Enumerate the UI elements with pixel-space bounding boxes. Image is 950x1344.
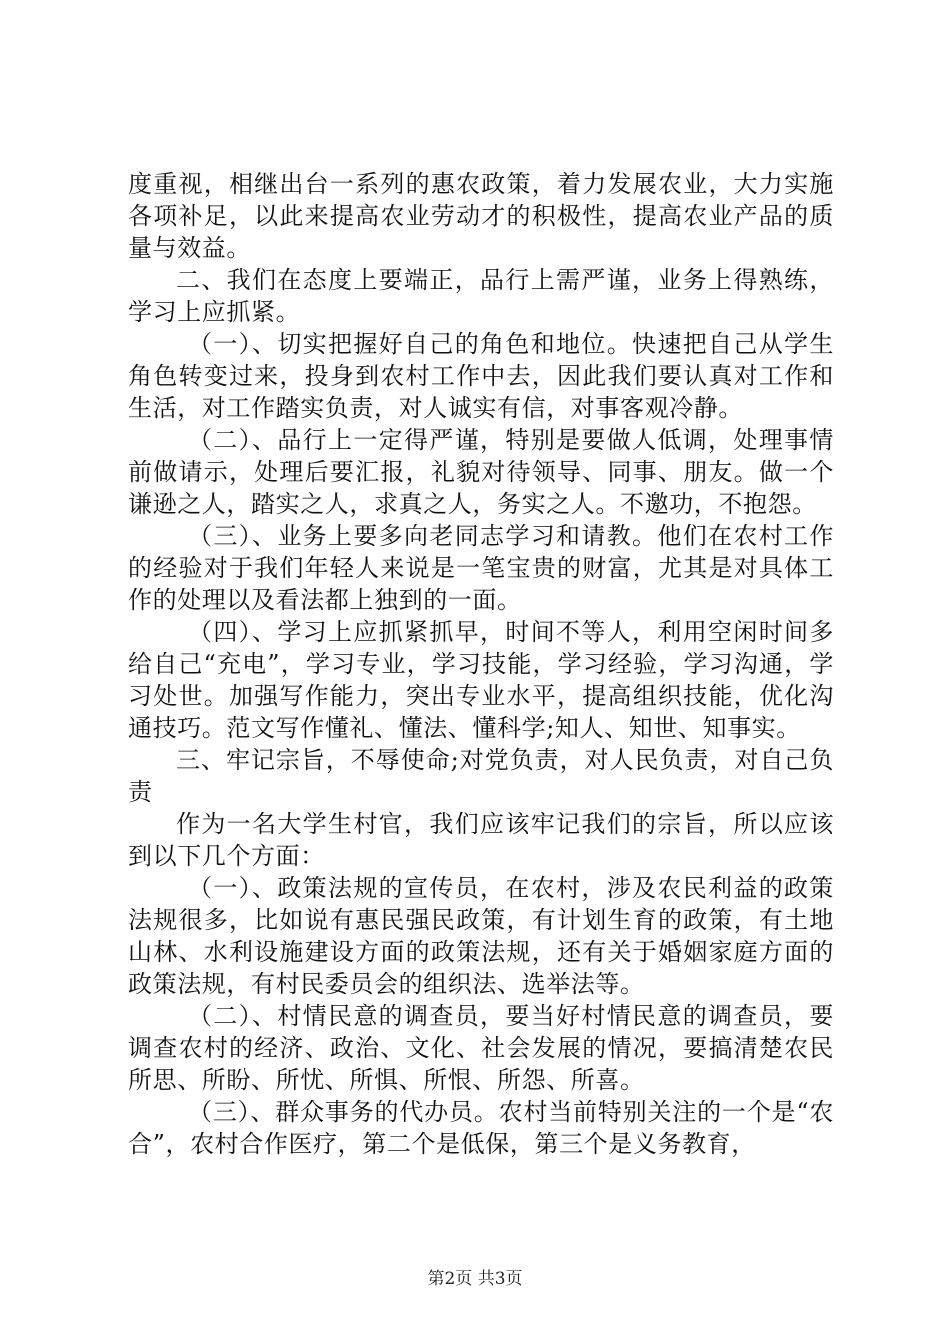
paragraph-intro: 作为一名大学生村官，我们应该牢记我们的宗旨，所以应该到以下几个方面： <box>128 810 834 870</box>
paragraph-section-two-heading: 二、我们在态度上要端正，品行上需严谨，业务上得熟练，学习上应抓紧。 <box>128 266 834 326</box>
paragraph-item-business: （三）、业务上要多向老同志学习和请教。他们在农村工作的经验对于我们年轻人来说是一笔宝贵的财富，尤其是对具体工作的处理以及看法都上独到的一面。 <box>128 522 834 614</box>
paragraph-item-conduct: （二）、品行上一定得严谨，特别是要做人低调，处理事情前做请示，处理后要汇报，礼貌对待领导、同事、朋友。做一个谦逊之人，踏实之人，求真之人，务实之人。不邀功，不抱怨。 <box>128 426 834 518</box>
page-number-footer: 第2页 共3页 <box>427 1269 523 1289</box>
paragraph-section-three-heading: 三、牢记宗旨，不辱使命;对党负责，对人民负责，对自己负责 <box>128 746 834 806</box>
paragraph-continuation: 度重视，相继出台一系列的惠农政策，着力发展农业，大力实施各项补足，以此来提高农业劳动才的积极性，提高农业产品的质量与效益。 <box>128 170 834 262</box>
paragraph-item-role: （一）、切实把握好自己的角色和地位。快速把自己从学生角色转变过来，投身到农村工作中去，因此我们要认真对工作和生活，对工作踏实负责，对人诚实有信，对事客观冷静。 <box>128 330 834 422</box>
paragraph-item-affairs: （三）、群众事务的代办员。农村当前特别关注的一个是“农合”，农村合作医疗，第二个是低保，第三个是义务教育， <box>128 1098 834 1158</box>
document-body <box>128 168 834 1160</box>
paragraph-item-study: （四）、学习上应抓紧抓早，时间不等人，利用空闲时间多给自己“充电”，学习专业，学习技能，学习经验，学习沟通，学习处世。加强写作能力，突出专业水平，提高组织技能，优化沟通技巧。范文写作懂礼、懂法、懂科学;知人、知世、知事实。 <box>128 618 834 742</box>
paragraph-item-policy: （一）、政策法规的宣传员，在农村，涉及农民利益的政策法规很多，比如说有惠民强民政策，有计划生育的政策，有土地山林、水利设施建设方面的政策法规，还有关于婚姻家庭方面的政策法规，有村民委员会的组织法、选举法等。 <box>128 874 834 998</box>
paragraph-item-survey: （二）、村情民意的调查员，要当好村情民意的调查员，要调查农村的经济、政治、文化、社会发展的情况，要搞清楚农民所思、所盼、所忧、所惧、所恨、所怨、所喜。 <box>128 1002 834 1094</box>
